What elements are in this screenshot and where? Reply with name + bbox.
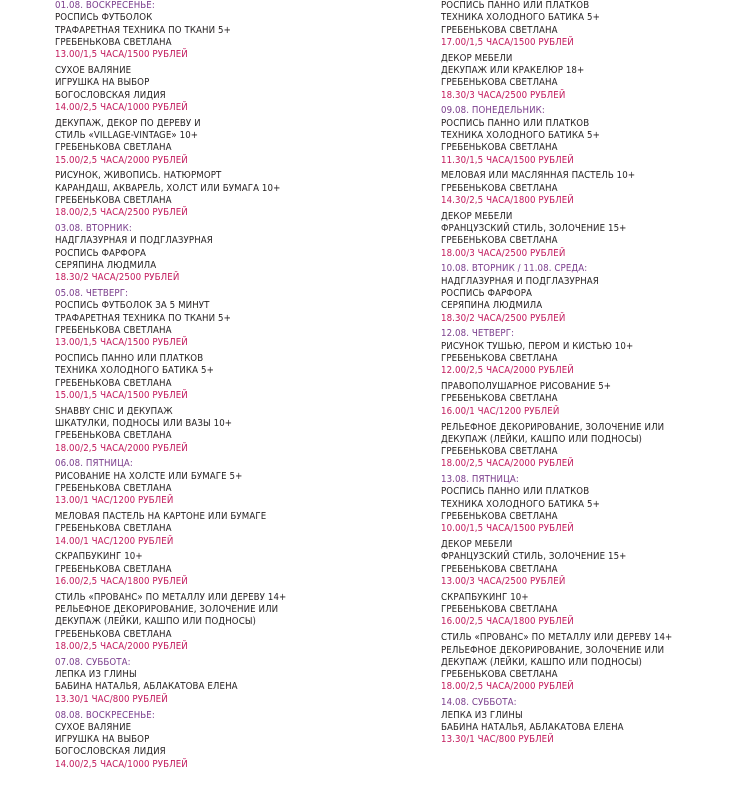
workshop-time-price: 18.30/2 ЧАСА/2500 РУБЛЕЙ: [441, 312, 566, 324]
workshop-entry: [441, 53, 726, 102]
workshop-text-line: МЕЛОВАЯ ИЛИ МАСЛЯННАЯ ПАСТЕЛЬ 10+: [441, 170, 636, 182]
workshop-text-line: РИСУНОК, ЖИВОПИСЬ. НАТЮРМОРТ: [55, 170, 222, 182]
workshop-text-line: ГРЕБЕНЬКОВА СВЕТЛАНА: [55, 36, 172, 48]
workshop-text-line: ТРАФАРЕТНАЯ ТЕХНИКА ПО ТКАНИ 5+: [55, 312, 231, 324]
workshop-text-line: ГРЕБЕНЬКОВА СВЕТЛАНА: [55, 142, 172, 154]
day-heading: 14.08. СУББОТА:: [441, 697, 517, 709]
workshop-entry: [55, 353, 385, 402]
schedule-day: [55, 458, 385, 653]
day-heading: 07.08. СУББОТА:: [55, 656, 131, 668]
workshop-entry: [55, 722, 385, 771]
workshop-entry: [55, 669, 385, 706]
workshop-text-line: ДЕКУПАЖ ИЛИ КРАКЕЛЮР 18+: [441, 64, 585, 76]
workshop-time-price: 18.00/2,5 ЧАСА/2500 РУБЛЕЙ: [55, 207, 188, 219]
workshop-text-line: РЕЛЬЕФНОЕ ДЕКОРИРОВАНИЕ, ЗОЛОЧЕНИЕ ИЛИ: [55, 604, 279, 616]
day-heading: 05.08. ЧЕТВЕРГ:: [55, 288, 129, 300]
workshop-entry: [441, 486, 726, 535]
workshop-time-price: 18.00/2,5 ЧАСА/2000 РУБЛЕЙ: [441, 458, 574, 470]
workshop-text-line: СУХОЕ ВАЛЯНИЕ: [55, 721, 132, 733]
schedule-column-right: [441, 0, 726, 750]
day-heading: 06.08. ПЯТНИЦА:: [55, 458, 133, 470]
schedule-day: [55, 710, 385, 771]
workshop-text-line: БОГОСЛОВСКАЯ ЛИДИЯ: [55, 746, 166, 758]
day-heading: 03.08. ВТОРНИК:: [55, 223, 132, 235]
workshop-entry: [55, 12, 385, 61]
workshop-text-line: РОСПИСЬ ФАРФОРА: [55, 247, 147, 259]
workshop-entry: [441, 170, 726, 207]
workshop-text-line: ГРЕБЕНЬКОВА СВЕТЛАНА: [441, 77, 558, 89]
workshop-entry: [441, 592, 726, 629]
workshop-text-line: ГРЕБЕНЬКОВА СВЕТЛАНА: [441, 604, 558, 616]
workshop-time-price: 18.30/3 ЧАСА/2500 РУБЛЕЙ: [441, 89, 566, 101]
workshop-text-line: ШКАТУЛКИ, ПОДНОСЫ ИЛИ ВАЗЫ 10+: [55, 418, 233, 429]
workshop-text-line: ГРЕБЕНЬКОВА СВЕТЛАНА: [441, 353, 558, 365]
workshop-time-price: 14.30/2,5 ЧАСА/1800 РУБЛЕЙ: [441, 194, 574, 206]
day-heading: 10.08. ВТОРНИК / 11.08. СРЕДА:: [441, 263, 588, 275]
workshop-text-line: ГРЕБЕНЬКОВА СВЕТЛАНА: [441, 393, 558, 405]
workshop-text-line: СКРАПБУКИНГ 10+: [55, 551, 143, 563]
workshop-text-line: РИСУНОК ТУШЬЮ, ПЕРОМ И КИСТЬЮ 10+: [441, 340, 634, 352]
workshop-entry: [55, 511, 385, 548]
workshop-text-line: РОСПИСЬ ПАННО ИЛИ ПЛАТКОВ: [441, 486, 590, 498]
workshop-entry: [441, 381, 726, 418]
workshop-time-price: 13.00/1,5 ЧАСА/1500 РУБЛЕЙ: [55, 49, 188, 61]
workshop-entry: [55, 170, 385, 219]
workshop-entry: [55, 592, 385, 653]
workshop-text-line: ГРЕБЕНЬКОВА СВЕТЛАНА: [441, 669, 558, 681]
workshop-text-line: РИСОВАНИЕ НА ХОЛСТЕ ИЛИ БУМАГЕ 5+: [55, 470, 243, 482]
workshop-text-line: ДЕКОР МЕБЕЛИ: [441, 210, 513, 222]
workshop-text-line: ФРАНЦУЗСКИЙ СТИЛЬ, ЗОЛОЧЕНИЕ 15+: [441, 551, 627, 563]
workshop-text-line: СКРАПБУКИНГ 10+: [441, 591, 529, 603]
workshop-text-line: SHABBY CHIC И ДЕКУПАЖ: [55, 405, 173, 417]
workshop-text-line: ДЕКУПАЖ (ЛЕЙКИ, КАШПО ИЛИ ПОДНОСЫ): [441, 433, 643, 445]
workshop-time-price: 10.00/1,5 ЧАСА/1500 РУБЛЕЙ: [441, 523, 574, 535]
workshop-text-line: ДЕКУПАЖ (ЛЕЙКИ, КАШПО ИЛИ ПОДНОСЫ): [441, 656, 643, 668]
workshop-text-line: ЛЕПКА ИЗ ГЛИНЫ: [441, 709, 523, 721]
workshop-time-price: 14.00/2,5 ЧАСА/1000 РУБЛЕЙ: [55, 101, 188, 113]
workshop-entry: [441, 632, 726, 693]
workshop-text-line: СЕРЯПИНА ЛЮДМИЛА: [441, 300, 543, 312]
schedule-day: [441, 263, 726, 324]
workshop-text-line: ИГРУШКА НА ВЫБОР: [55, 734, 150, 746]
workshop-text-line: РОСПИСЬ ФУТБОЛОК: [55, 12, 153, 24]
workshop-time-price: 18.30/2 ЧАСА/2500 РУБЛЕЙ: [55, 272, 180, 284]
day-heading: 13.08. ПЯТНИЦА:: [441, 474, 519, 486]
workshop-text-line: ТЕХНИКА ХОЛОДНОГО БАТИКА 5+: [441, 12, 600, 24]
workshop-entry: [441, 0, 726, 49]
workshop-text-line: ГРЕБЕНЬКОВА СВЕТЛАНА: [55, 563, 172, 575]
workshop-text-line: РОСПИСЬ ПАННО ИЛИ ПЛАТКОВ: [441, 0, 590, 11]
workshop-text-line: БАБИНА НАТАЛЬЯ, АБЛАКАТОВА ЕЛЕНА: [441, 721, 624, 733]
workshop-time-price: 12.00/2,5 ЧАСА/2000 РУБЛЕЙ: [441, 365, 574, 377]
workshop-text-line: ТЕХНИКА ХОЛОДНОГО БАТИКА 5+: [441, 498, 600, 510]
workshop-text-line: ГРЕБЕНЬКОВА СВЕТЛАНА: [441, 142, 558, 154]
workshop-text-line: ТЕХНИКА ХОЛОДНОГО БАТИКА 5+: [441, 129, 600, 141]
workshop-time-price: 15.00/2,5 ЧАСА/2000 РУБЛЕЙ: [55, 154, 188, 166]
workshop-entry: [55, 118, 385, 167]
schedule-day: [441, 474, 726, 694]
workshop-entry: [441, 118, 726, 167]
schedule-day: [55, 223, 385, 284]
workshop-time-price: 16.00/2,5 ЧАСА/1800 РУБЛЕЙ: [441, 616, 574, 628]
workshop-time-price: 13.30/1 ЧАС/800 РУБЛЕЙ: [441, 734, 554, 746]
schedule-day: [441, 697, 726, 746]
schedule-day: [441, 328, 726, 470]
workshop-entry: [55, 551, 385, 588]
workshop-text-line: СТИЛЬ «ПРОВАНС» ПО МЕТАЛЛУ ИЛИ ДЕРЕВУ 14+: [441, 632, 673, 644]
workshop-time-price: 14.00/1 ЧАС/1200 РУБЛЕЙ: [55, 535, 174, 547]
workshop-text-line: ГРЕБЕНЬКОВА СВЕТЛАНА: [55, 324, 172, 336]
workshop-text-line: ГРЕБЕНЬКОВА СВЕТЛАНА: [441, 235, 558, 247]
schedule-day: [55, 0, 385, 220]
workshop-text-line: БАБИНА НАТАЛЬЯ, АБЛАКАТОВА ЕЛЕНА: [55, 681, 238, 693]
schedule-day: [441, 105, 726, 260]
workshop-text-line: РЕЛЬЕФНОЕ ДЕКОРИРОВАНИЕ, ЗОЛОЧЕНИЕ ИЛИ: [441, 644, 665, 656]
workshop-entry: [441, 341, 726, 378]
workshop-time-price: 17.00/1,5 ЧАСА/1500 РУБЛЕЙ: [441, 36, 574, 48]
workshop-time-price: 13.00/1 ЧАС/1200 РУБЛЕЙ: [55, 495, 174, 507]
workshop-entry: [441, 422, 726, 471]
workshop-entry: [441, 539, 726, 588]
schedule-day: [55, 288, 385, 455]
workshop-text-line: ДЕКОР МЕБЕЛИ: [441, 52, 513, 64]
workshop-text-line: ГРЕБЕНЬКОВА СВЕТЛАНА: [441, 563, 558, 575]
workshop-text-line: ГРЕБЕНЬКОВА СВЕТЛАНА: [55, 430, 172, 442]
workshop-time-price: 18.00/3 ЧАСА/2500 РУБЛЕЙ: [441, 247, 566, 259]
workshop-text-line: ГРЕБЕНЬКОВА СВЕТЛАНА: [55, 482, 172, 494]
workshop-entry: [55, 235, 385, 284]
workshop-text-line: ПРАВОПОЛУШАРНОЕ РИСОВАНИЕ 5+: [441, 381, 612, 393]
workshop-time-price: 13.00/1,5 ЧАСА/1500 РУБЛЕЙ: [55, 337, 188, 349]
workshop-time-price: 11.30/1,5 ЧАСА/1500 РУБЛЕЙ: [441, 154, 574, 166]
workshop-text-line: НАДГЛАЗУРНАЯ И ПОДГЛАЗУРНАЯ: [55, 235, 213, 247]
day-heading: 01.08. ВОСКРЕСЕНЬЕ:: [55, 0, 155, 11]
workshop-text-line: ГРЕБЕНЬКОВА СВЕТЛАНА: [441, 182, 558, 194]
day-heading: 09.08. ПОНЕДЕЛЬНИК:: [441, 105, 545, 117]
workshop-text-line: СТИЛЬ «VILLAGE-VINTAGE» 10+: [55, 129, 199, 141]
workshop-text-line: ГРЕБЕНЬКОВА СВЕТЛАНА: [441, 511, 558, 523]
schedule-column-left: [55, 0, 385, 775]
workshop-text-line: ФРАНЦУЗСКИЙ СТИЛЬ, ЗОЛОЧЕНИЕ 15+: [441, 223, 627, 235]
workshop-text-line: РОСПИСЬ ПАННО ИЛИ ПЛАТКОВ: [441, 117, 590, 129]
workshop-time-price: 15.00/1,5 ЧАСА/1500 РУБЛЕЙ: [55, 389, 188, 401]
workshop-text-line: ДЕКОР МЕБЕЛИ: [441, 539, 513, 551]
workshop-text-line: РОСПИСЬ ФУТБОЛОК ЗА 5 МИНУТ: [55, 300, 210, 312]
workshop-text-line: СТИЛЬ «ПРОВАНС» ПО МЕТАЛЛУ ИЛИ ДЕРЕВУ 14+: [55, 591, 287, 603]
day-heading: 08.08. ВОСКРЕСЕНЬЕ:: [55, 709, 155, 721]
day-heading: 12.08. ЧЕТВЕРГ:: [441, 328, 515, 340]
workshop-time-price: 18.00/2,5 ЧАСА/2000 РУБЛЕЙ: [55, 442, 188, 454]
workshop-time-price: 18.00/2,5 ЧАСА/2000 РУБЛЕЙ: [55, 641, 188, 653]
workshop-text-line: ГРЕБЕНЬКОВА СВЕТЛАНА: [55, 194, 172, 206]
workshop-text-line: РОСПИСЬ ПАННО ИЛИ ПЛАТКОВ: [55, 353, 204, 365]
workshop-time-price: 18.00/2,5 ЧАСА/2000 РУБЛЕЙ: [441, 681, 574, 693]
workshop-entry: [441, 211, 726, 260]
workshop-text-line: ГРЕБЕНЬКОВА СВЕТЛАНА: [55, 377, 172, 389]
workshop-text-line: СУХОЕ ВАЛЯНИЕ: [55, 64, 132, 76]
workshop-text-line: ТЕХНИКА ХОЛОДНОГО БАТИКА 5+: [55, 365, 214, 377]
workshop-text-line: НАДГЛАЗУРНАЯ И ПОДГЛАЗУРНАЯ: [441, 275, 599, 287]
workshop-text-line: ИГРУШКА НА ВЫБОР: [55, 77, 150, 89]
workshop-time-price: 13.00/3 ЧАСА/2500 РУБЛЕЙ: [441, 576, 566, 588]
workshop-time-price: 13.30/1 ЧАС/800 РУБЛЕЙ: [55, 693, 168, 705]
workshop-text-line: ДЕКУПАЖ, ДЕКОР ПО ДЕРЕВУ И: [55, 117, 201, 129]
workshop-entry: [55, 300, 385, 349]
workshop-text-line: ГРЕБЕНЬКОВА СВЕТЛАНА: [55, 628, 172, 640]
workshop-text-line: КАРАНДАШ, АКВАРЕЛЬ, ХОЛСТ ИЛИ БУМАГА 10+: [55, 182, 281, 194]
workshop-text-line: РОСПИСЬ ФАРФОРА: [441, 288, 533, 300]
workshop-text-line: ГРЕБЕНЬКОВА СВЕТЛАНА: [441, 24, 558, 36]
workshop-entry: [441, 710, 726, 747]
workshop-time-price: 16.00/1 ЧАС/1200 РУБЛЕЙ: [441, 405, 560, 417]
workshop-entry: [55, 471, 385, 508]
workshop-text-line: ГРЕБЕНЬКОВА СВЕТЛАНА: [441, 446, 558, 458]
workshop-time-price: 16.00/2,5 ЧАСА/1800 РУБЛЕЙ: [55, 576, 188, 588]
workshop-entry: [441, 276, 726, 325]
workshop-text-line: ДЕКУПАЖ (ЛЕЙКИ, КАШПО ИЛИ ПОДНОСЫ): [55, 616, 257, 628]
workshop-text-line: ТРАФАРЕТНАЯ ТЕХНИКА ПО ТКАНИ 5+: [55, 24, 231, 36]
workshop-entry: [55, 65, 385, 114]
schedule-day: [441, 0, 726, 102]
workshop-text-line: ЛЕПКА ИЗ ГЛИНЫ: [55, 669, 137, 681]
workshop-entry: [55, 406, 385, 455]
schedule-day: [55, 657, 385, 706]
workshop-text-line: РЕЛЬЕФНОЕ ДЕКОРИРОВАНИЕ, ЗОЛОЧЕНИЕ ИЛИ: [441, 421, 665, 433]
workshop-text-line: МЕЛОВАЯ ПАСТЕЛЬ НА КАРТОНЕ ИЛИ БУМАГЕ: [55, 511, 267, 523]
workshop-text-line: БОГОСЛОВСКАЯ ЛИДИЯ: [55, 89, 166, 101]
workshop-text-line: ГРЕБЕНЬКОВА СВЕТЛАНА: [55, 523, 172, 535]
workshop-text-line: СЕРЯПИНА ЛЮДМИЛА: [55, 259, 157, 271]
workshop-time-price: 14.00/2,5 ЧАСА/1000 РУБЛЕЙ: [55, 758, 188, 770]
